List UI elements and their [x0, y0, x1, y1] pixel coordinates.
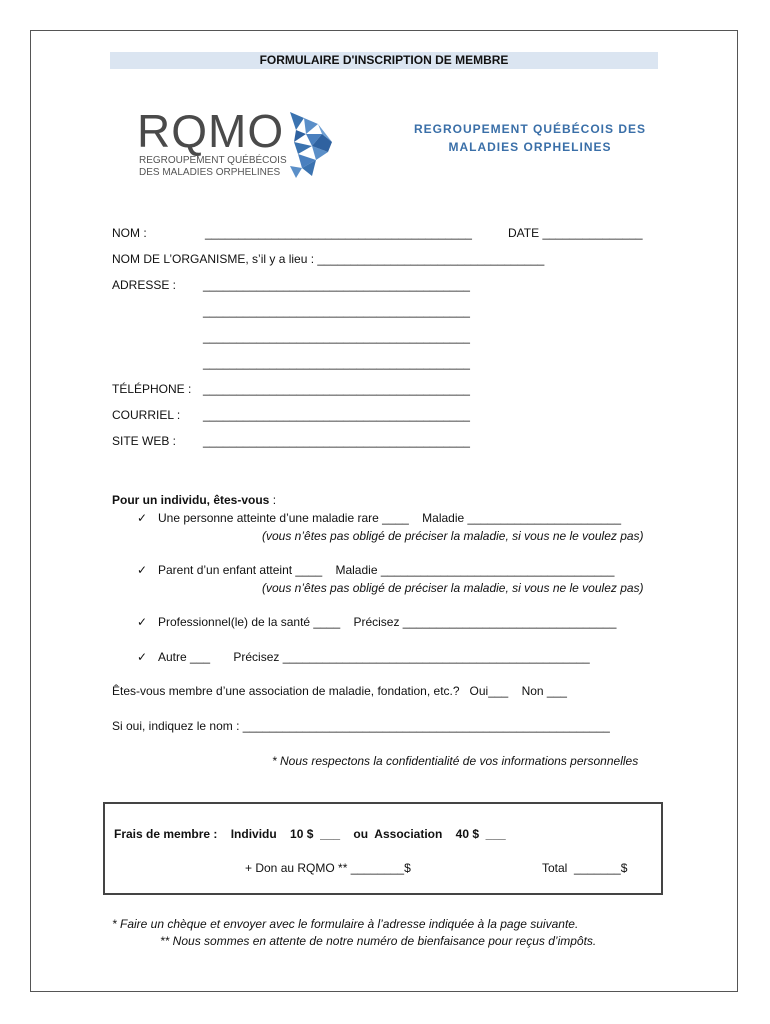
option-rare-disease[interactable]: Une personne atteinte d’une maladie rare ____ Maladie _______________________	[158, 511, 622, 525]
individual-heading-bold: Pour un individu, êtes-vous	[112, 493, 270, 507]
nom-field[interactable]: ________________________________________	[205, 226, 472, 240]
logo-wordmark: RQMO	[137, 105, 285, 157]
page-title: FORMULAIRE D'INSCRIPTION DE MEMBRE	[110, 52, 658, 69]
logo-subtitle	[139, 155, 287, 179]
site-label: SITE WEB :	[112, 434, 177, 448]
organisme-field[interactable]: NOM DE L’ORGANISME, s’il y a lieu : __________________________________	[112, 252, 545, 266]
option-other[interactable]: Autre ___ Précisez ______________________________________________	[158, 650, 590, 664]
option-parent-note: (vous n’êtes pas obligé de préciser la maladie, si vous ne le voulez pas)	[262, 581, 644, 595]
footnote-charity: ** Nous sommes en attente de notre numéro de bienfaisance pour reçus d’impôts.	[160, 934, 597, 948]
organization-name: REGROUPEMENT QUÉBÉCOIS DES MALADIES ORPHELINES	[413, 122, 647, 154]
check-icon: ✓	[137, 511, 148, 525]
check-icon: ✓	[137, 615, 148, 629]
courriel-label: COURRIEL :	[112, 408, 181, 422]
adresse-line-3[interactable]: ________________________________________	[203, 330, 470, 344]
adresse-line-2[interactable]: ________________________________________	[203, 304, 470, 318]
check-icon: ✓	[137, 650, 148, 664]
footnote-cheque: * Faire un chèque et envoyer avec le formulaire à l’adresse indiquée à la page suivante.	[112, 917, 579, 931]
check-icon: ✓	[137, 563, 148, 577]
option-professional[interactable]: Professionnel(le) de la santé ____ Précisez ________________________________	[158, 615, 617, 629]
logo-subtitle-line2: DES MALADIES ORPHELINES	[139, 167, 281, 178]
adresse-line-4[interactable]: ________________________________________	[203, 356, 470, 370]
courriel-field[interactable]: ________________________________________	[203, 408, 470, 422]
telephone-field[interactable]: ________________________________________	[203, 382, 470, 396]
date-field[interactable]: DATE _______________	[508, 226, 643, 240]
adresse-line-1[interactable]: ________________________________________	[203, 278, 470, 292]
privacy-note: * Nous respectons la confidentialité de vos informations personnelles	[272, 754, 639, 768]
option-rare-disease-note: (vous n’êtes pas obligé de préciser la maladie, si vous ne le voulez pas)	[262, 529, 644, 543]
adresse-label: ADRESSE :	[112, 278, 177, 292]
nom-label: NOM :	[112, 226, 147, 240]
association-question[interactable]: Êtes-vous membre d’une association de maladie, fondation, etc.? Oui___ Non ___	[112, 684, 567, 698]
logo-subtitle-line1: REGROUPEMENT QUÉBÉCOIS	[139, 155, 287, 166]
individual-heading-colon: :	[269, 493, 277, 507]
option-parent[interactable]: Parent d’un enfant atteint ____ Maladie ___________________________________	[158, 563, 615, 577]
donation-field[interactable]: + Don au RQMO ** ________$	[245, 861, 411, 875]
logo-butterfly-icon	[282, 108, 334, 180]
association-name-field[interactable]: Si oui, indiquez le nom : _______________________________________________________	[112, 719, 610, 733]
fees-box	[103, 802, 663, 895]
telephone-label: TÉLÉPHONE :	[112, 382, 192, 396]
site-field[interactable]: ________________________________________	[203, 434, 470, 448]
total-field[interactable]: Total _______$	[542, 861, 628, 875]
fees-line[interactable]: Frais de membre : Individu 10 $ ___ ou Association 40 $ ___	[114, 827, 506, 841]
individual-heading	[112, 493, 276, 507]
